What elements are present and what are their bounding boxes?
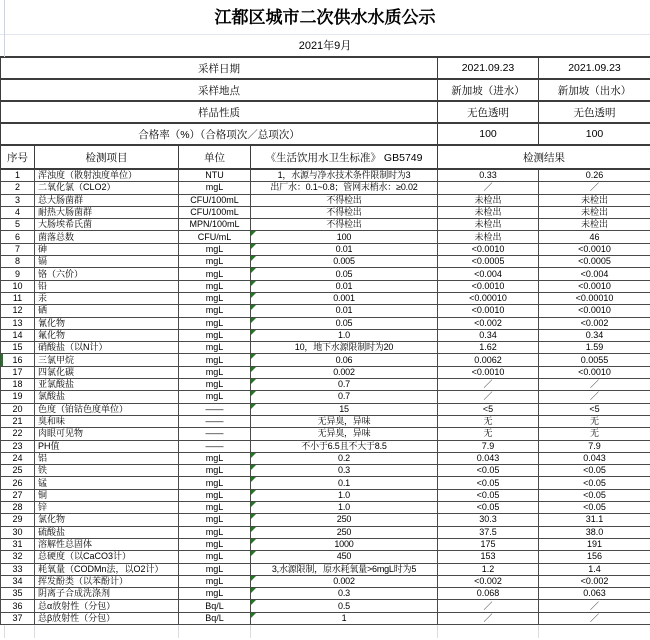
- item-name-cell: 锌: [35, 502, 179, 514]
- sample-info-row: [1, 123, 650, 145]
- standard-limit-cell: 0.1: [251, 477, 438, 489]
- standard-limit-cell: 250: [251, 514, 438, 526]
- table-row: [1, 231, 650, 243]
- table-row: [1, 268, 650, 280]
- table-row: [1, 415, 650, 427]
- table-row: [1, 538, 650, 550]
- result-outlet-cell: 191: [539, 538, 650, 550]
- row-number-cell: 23: [1, 440, 35, 452]
- standard-limit-cell: 3,水源限制，原水耗氧量>6mgL时为5: [251, 563, 438, 575]
- unit-cell: mgL: [179, 243, 251, 255]
- info-inlet-value-cell: 2021.09.23: [438, 57, 539, 79]
- result-inlet-cell: <0.0010: [438, 280, 539, 292]
- header-item: 检测项目: [35, 145, 179, 169]
- result-inlet-cell: <0.00010: [438, 292, 539, 304]
- row-number-cell: 8: [1, 256, 35, 268]
- unit-cell: mgL: [179, 366, 251, 378]
- result-outlet-cell: ／: [539, 612, 650, 624]
- table-row: [1, 329, 650, 341]
- standard-limit-cell: 250: [251, 526, 438, 538]
- result-outlet-cell: <0.0010: [539, 305, 650, 317]
- result-outlet-cell: 0.0055: [539, 354, 650, 366]
- result-inlet-cell: 1.2: [438, 563, 539, 575]
- standard-limit-cell: 0.01: [251, 305, 438, 317]
- row-number-cell: 25: [1, 465, 35, 477]
- result-outlet-cell: ／: [539, 379, 650, 391]
- item-name-cell: 铜: [35, 489, 179, 501]
- result-inlet-cell: <0.0010: [438, 243, 539, 255]
- row-number-cell: 1: [1, 169, 35, 182]
- table-row: [1, 366, 650, 378]
- result-outlet-cell: 0.26: [539, 169, 650, 182]
- table-row: [1, 489, 650, 501]
- result-inlet-cell: <0.05: [438, 489, 539, 501]
- item-name-cell: 亚氯酸盐: [35, 379, 179, 391]
- result-outlet-cell: ／: [539, 600, 650, 612]
- unit-cell: ——: [179, 440, 251, 452]
- standard-limit-cell: 不得检出: [251, 219, 438, 231]
- row-number-cell: 33: [1, 563, 35, 575]
- standard-limit-cell: 10，地下水源限制时为20: [251, 342, 438, 354]
- table-row: [1, 305, 650, 317]
- standard-limit-cell: 不得检出: [251, 206, 438, 218]
- unit-cell: mgL: [179, 329, 251, 341]
- table-row: [1, 440, 650, 452]
- result-outlet-cell: <0.05: [539, 465, 650, 477]
- item-name-cell: 锰: [35, 477, 179, 489]
- result-outlet-cell: 1.59: [539, 342, 650, 354]
- standard-limit-cell: 1000: [251, 538, 438, 550]
- unit-cell: CFU/mL: [179, 231, 251, 243]
- row-number-cell: 12: [1, 305, 35, 317]
- unit-cell: mgL: [179, 379, 251, 391]
- row-number-cell: 16: [1, 354, 35, 366]
- info-label-cell: 采样日期: [1, 57, 438, 79]
- result-inlet-cell: ／: [438, 612, 539, 624]
- result-inlet-cell: 30.3: [438, 514, 539, 526]
- sample-info-row: [1, 57, 650, 79]
- standard-limit-cell: 0.05: [251, 268, 438, 280]
- row-number-cell: 24: [1, 452, 35, 464]
- item-name-cell: 铬（六价）: [35, 268, 179, 280]
- row-number-cell: 14: [1, 329, 35, 341]
- unit-cell: mgL: [179, 268, 251, 280]
- result-inlet-cell: ／: [438, 379, 539, 391]
- table-row: [1, 292, 650, 304]
- standard-limit-cell: 100: [251, 231, 438, 243]
- info-outlet-value-cell: 无色透明: [539, 101, 650, 123]
- unit-cell: CFU/100mL: [179, 194, 251, 206]
- result-outlet-cell: <0.0005: [539, 256, 650, 268]
- header-index: 序号: [1, 145, 35, 169]
- result-outlet-cell: 无: [539, 428, 650, 440]
- item-name-cell: 总硬度（以CaCO3计）: [35, 551, 179, 563]
- unit-cell: MPN/100mL: [179, 219, 251, 231]
- item-name-cell: 铁: [35, 465, 179, 477]
- result-inlet-cell: <0.002: [438, 575, 539, 587]
- standard-limit-cell: 无异臭，异味: [251, 415, 438, 427]
- table-row: [1, 354, 650, 366]
- unit-cell: mgL: [179, 182, 251, 194]
- standard-limit-cell: 无异臭，异味: [251, 428, 438, 440]
- result-outlet-cell: 无: [539, 415, 650, 427]
- table-row: [1, 428, 650, 440]
- unit-cell: Bq/L: [179, 612, 251, 624]
- table-row: [1, 243, 650, 255]
- standard-limit-cell: 0.01: [251, 280, 438, 292]
- item-name-cell: 四氯化碳: [35, 366, 179, 378]
- result-outlet-cell: <0.0010: [539, 280, 650, 292]
- report-month: 2021年9月: [298, 40, 352, 52]
- row-number-cell: 15: [1, 342, 35, 354]
- item-name-cell: 镉: [35, 256, 179, 268]
- unit-cell: mgL: [179, 514, 251, 526]
- item-name-cell: 总大肠菌群: [35, 194, 179, 206]
- unit-cell: mgL: [179, 317, 251, 329]
- row-number-cell: 17: [1, 366, 35, 378]
- item-name-cell: 臭和味: [35, 415, 179, 427]
- row-number-cell: 10: [1, 280, 35, 292]
- sample-info-section: [1, 57, 650, 145]
- result-outlet-cell: 46: [539, 231, 650, 243]
- result-outlet-cell: 38.0: [539, 526, 650, 538]
- row-number-cell: 37: [1, 612, 35, 624]
- row-number-cell: 5: [1, 219, 35, 231]
- unit-cell: ——: [179, 415, 251, 427]
- table-row: [1, 563, 650, 575]
- row-number-cell: 32: [1, 551, 35, 563]
- column-header-section: [1, 145, 650, 169]
- standard-limit-cell: 15: [251, 403, 438, 415]
- standard-limit-cell: 1，水源与净水技术条件限制时为3: [251, 169, 438, 182]
- result-outlet-cell: <5: [539, 403, 650, 415]
- result-inlet-cell: ／: [438, 600, 539, 612]
- row-number-cell: 6: [1, 231, 35, 243]
- table-row: [1, 391, 650, 403]
- item-name-cell: 耗氧量（CODMn法，以O2计）: [35, 563, 179, 575]
- item-name-cell: 大肠埃希氏菌: [35, 219, 179, 231]
- row-number-cell: 29: [1, 514, 35, 526]
- result-outlet-cell: 未检出: [539, 206, 650, 218]
- standard-limit-cell: 0.005: [251, 256, 438, 268]
- unit-cell: mgL: [179, 489, 251, 501]
- standard-limit-cell: 0.002: [251, 575, 438, 587]
- unit-cell: mgL: [179, 551, 251, 563]
- unit-cell: mgL: [179, 305, 251, 317]
- item-name-cell: 硫酸盐: [35, 526, 179, 538]
- measurement-rows-section: [1, 169, 650, 624]
- result-outlet-cell: <0.00010: [539, 292, 650, 304]
- result-inlet-cell: ／: [438, 391, 539, 403]
- table-row: [1, 612, 650, 624]
- result-outlet-cell: 0.043: [539, 452, 650, 464]
- unit-cell: mgL: [179, 526, 251, 538]
- header-result: 检测结果: [438, 145, 650, 169]
- table-row: [1, 465, 650, 477]
- table-row: [1, 317, 650, 329]
- row-number-cell: 7: [1, 243, 35, 255]
- page-title: 江都区城市二次供水水质公示: [0, 0, 650, 35]
- info-label-cell: 合格率（%）（合格项次／总项次）: [1, 123, 438, 145]
- row-number-cell: 19: [1, 391, 35, 403]
- result-inlet-cell: <5: [438, 403, 539, 415]
- standard-limit-cell: 450: [251, 551, 438, 563]
- sheet-gridline: [4, 0, 5, 57]
- item-name-cell: 氯酸盐: [35, 391, 179, 403]
- row-number-cell: 22: [1, 428, 35, 440]
- item-name-cell: 砷: [35, 243, 179, 255]
- table-row: [1, 502, 650, 514]
- standard-limit-cell: 0.05: [251, 317, 438, 329]
- unit-cell: NTU: [179, 169, 251, 182]
- row-number-cell: 30: [1, 526, 35, 538]
- result-outlet-cell: 156: [539, 551, 650, 563]
- row-number-cell: 36: [1, 600, 35, 612]
- standard-limit-cell: 不小于6.5且不大于8.5: [251, 440, 438, 452]
- table-row: [1, 477, 650, 489]
- sheet-bottom-gridlines: [0, 625, 650, 638]
- result-inlet-cell: 175: [438, 538, 539, 550]
- table-row: [1, 256, 650, 268]
- info-outlet-value-cell: 2021.09.23: [539, 57, 650, 79]
- unit-cell: mgL: [179, 391, 251, 403]
- row-number-cell: 9: [1, 268, 35, 280]
- table-row: [1, 575, 650, 587]
- item-name-cell: 二氧化氯（CLO2）: [35, 182, 179, 194]
- table-row: [1, 194, 650, 206]
- result-inlet-cell: ／: [438, 182, 539, 194]
- table-row: [1, 182, 650, 194]
- row-number-cell: 28: [1, 502, 35, 514]
- result-inlet-cell: 0.043: [438, 452, 539, 464]
- result-outlet-cell: 0.063: [539, 588, 650, 600]
- standard-limit-cell: 1.0: [251, 329, 438, 341]
- result-outlet-cell: <0.002: [539, 575, 650, 587]
- item-name-cell: 阴离子合成洗涤剂: [35, 588, 179, 600]
- result-outlet-cell: <0.002: [539, 317, 650, 329]
- unit-cell: mgL: [179, 563, 251, 575]
- table-row: [1, 600, 650, 612]
- standard-limit-cell: 1.0: [251, 502, 438, 514]
- unit-cell: CFU/100mL: [179, 206, 251, 218]
- item-name-cell: 总α放射性（分包）: [35, 600, 179, 612]
- row-number-cell: 26: [1, 477, 35, 489]
- result-inlet-cell: <0.0005: [438, 256, 539, 268]
- result-inlet-cell: 37.5: [438, 526, 539, 538]
- result-outlet-cell: <0.004: [539, 268, 650, 280]
- standard-limit-cell: 0.2: [251, 452, 438, 464]
- result-inlet-cell: 0.34: [438, 329, 539, 341]
- result-inlet-cell: 未检出: [438, 219, 539, 231]
- result-inlet-cell: <0.05: [438, 502, 539, 514]
- standard-limit-cell: 1.0: [251, 489, 438, 501]
- table-row: [1, 219, 650, 231]
- table-row: [1, 403, 650, 415]
- table-row: [1, 514, 650, 526]
- row-number-cell: 35: [1, 588, 35, 600]
- unit-cell: ——: [179, 403, 251, 415]
- result-outlet-cell: <0.05: [539, 489, 650, 501]
- item-name-cell: 氟化物: [35, 329, 179, 341]
- item-name-cell: 铝: [35, 452, 179, 464]
- info-label-cell: 采样地点: [1, 79, 438, 101]
- info-inlet-value-cell: 100: [438, 123, 539, 145]
- item-name-cell: 硝酸盐（以N计）: [35, 342, 179, 354]
- item-name-cell: 耐热大肠菌群: [35, 206, 179, 218]
- unit-cell: mgL: [179, 575, 251, 587]
- result-inlet-cell: 7.9: [438, 440, 539, 452]
- unit-cell: mgL: [179, 465, 251, 477]
- unit-cell: mgL: [179, 477, 251, 489]
- result-outlet-cell: <0.05: [539, 502, 650, 514]
- info-outlet-value-cell: 100: [539, 123, 650, 145]
- result-inlet-cell: 未检出: [438, 231, 539, 243]
- standard-limit-cell: 0.01: [251, 243, 438, 255]
- standard-limit-cell: 0.3: [251, 465, 438, 477]
- result-outlet-cell: 31.1: [539, 514, 650, 526]
- result-inlet-cell: 0.33: [438, 169, 539, 182]
- result-outlet-cell: 未检出: [539, 194, 650, 206]
- header-unit: 单位: [179, 145, 251, 169]
- unit-cell: mgL: [179, 280, 251, 292]
- row-number-cell: 18: [1, 379, 35, 391]
- unit-cell: mgL: [179, 452, 251, 464]
- item-name-cell: 总β放射性（分包）: [35, 612, 179, 624]
- standard-limit-cell: 0.7: [251, 391, 438, 403]
- result-outlet-cell: ／: [539, 391, 650, 403]
- result-inlet-cell: <0.004: [438, 268, 539, 280]
- unit-cell: mgL: [179, 588, 251, 600]
- result-inlet-cell: 0.068: [438, 588, 539, 600]
- result-outlet-cell: <0.0010: [539, 243, 650, 255]
- row-number-cell: 13: [1, 317, 35, 329]
- item-name-cell: 肉眼可见物: [35, 428, 179, 440]
- result-inlet-cell: 1.62: [438, 342, 539, 354]
- table-row: [1, 588, 650, 600]
- result-inlet-cell: <0.05: [438, 465, 539, 477]
- row-number-cell: 3: [1, 194, 35, 206]
- table-row: [1, 206, 650, 218]
- unit-cell: ——: [179, 428, 251, 440]
- standard-limit-cell: 出厂水：0.1~0.8；管网末梢水：≥0.02: [251, 182, 438, 194]
- result-inlet-cell: 未检出: [438, 206, 539, 218]
- standard-limit-cell: 不得检出: [251, 194, 438, 206]
- table-row: [1, 452, 650, 464]
- item-name-cell: 挥发酚类（以苯酚计）: [35, 575, 179, 587]
- item-name-cell: PH值: [35, 440, 179, 452]
- item-name-cell: 三氯甲烷: [35, 354, 179, 366]
- standard-limit-cell: 0.3: [251, 588, 438, 600]
- row-number-cell: 11: [1, 292, 35, 304]
- result-outlet-cell: ／: [539, 182, 650, 194]
- row-number-cell: 20: [1, 403, 35, 415]
- table-row: [1, 379, 650, 391]
- standard-limit-cell: 0.002: [251, 366, 438, 378]
- result-outlet-cell: 1.4: [539, 563, 650, 575]
- unit-cell: mgL: [179, 292, 251, 304]
- item-name-cell: 溶解性总固体: [35, 538, 179, 550]
- item-name-cell: 菌落总数: [35, 231, 179, 243]
- result-inlet-cell: 0.0062: [438, 354, 539, 366]
- unit-cell: mgL: [179, 256, 251, 268]
- info-label-cell: 样品性质: [1, 101, 438, 123]
- unit-cell: mgL: [179, 538, 251, 550]
- unit-cell: mgL: [179, 342, 251, 354]
- row-number-cell: 21: [1, 415, 35, 427]
- unit-cell: mgL: [179, 502, 251, 514]
- info-inlet-value-cell: 新加坡（进水）: [438, 79, 539, 101]
- item-name-cell: 硒: [35, 305, 179, 317]
- table-row: [1, 169, 650, 182]
- unit-cell: mgL: [179, 354, 251, 366]
- result-inlet-cell: <0.0010: [438, 366, 539, 378]
- result-inlet-cell: <0.0010: [438, 305, 539, 317]
- result-inlet-cell: 无: [438, 415, 539, 427]
- sample-info-row: [1, 79, 650, 101]
- result-inlet-cell: <0.05: [438, 477, 539, 489]
- item-name-cell: 色度（铂钴色度单位）: [35, 403, 179, 415]
- result-inlet-cell: 无: [438, 428, 539, 440]
- standard-limit-cell: 0.06: [251, 354, 438, 366]
- result-outlet-cell: 未检出: [539, 219, 650, 231]
- row-number-cell: 34: [1, 575, 35, 587]
- column-header-row: [1, 145, 650, 169]
- item-name-cell: 浑浊度（散射浊度单位）: [35, 169, 179, 182]
- table-row: [1, 526, 650, 538]
- header-standard: 《生活饮用水卫生标准》 GB5749: [251, 145, 438, 169]
- standard-limit-cell: 0.001: [251, 292, 438, 304]
- table-row: [1, 551, 650, 563]
- item-name-cell: 汞: [35, 292, 179, 304]
- result-outlet-cell: <0.05: [539, 477, 650, 489]
- result-outlet-cell: <0.0010: [539, 366, 650, 378]
- table-row: [1, 342, 650, 354]
- item-name-cell: 氯化物: [35, 514, 179, 526]
- result-inlet-cell: 153: [438, 551, 539, 563]
- row-number-cell: 4: [1, 206, 35, 218]
- unit-cell: Bq/L: [179, 600, 251, 612]
- result-inlet-cell: 未检出: [438, 194, 539, 206]
- item-name-cell: 氰化物: [35, 317, 179, 329]
- result-outlet-cell: 7.9: [539, 440, 650, 452]
- table-row: [1, 280, 650, 292]
- water-quality-table: [0, 56, 650, 625]
- row-number-cell: 2: [1, 182, 35, 194]
- standard-limit-cell: 0.7: [251, 379, 438, 391]
- info-outlet-value-cell: 新加坡（出水）: [539, 79, 650, 101]
- sample-info-row: [1, 101, 650, 123]
- row-number-cell: 31: [1, 538, 35, 550]
- item-name-cell: 铅: [35, 280, 179, 292]
- info-inlet-value-cell: 无色透明: [438, 101, 539, 123]
- row-number-cell: 27: [1, 489, 35, 501]
- result-inlet-cell: <0.002: [438, 317, 539, 329]
- result-outlet-cell: 0.34: [539, 329, 650, 341]
- standard-limit-cell: 1: [251, 612, 438, 624]
- standard-limit-cell: 0.5: [251, 600, 438, 612]
